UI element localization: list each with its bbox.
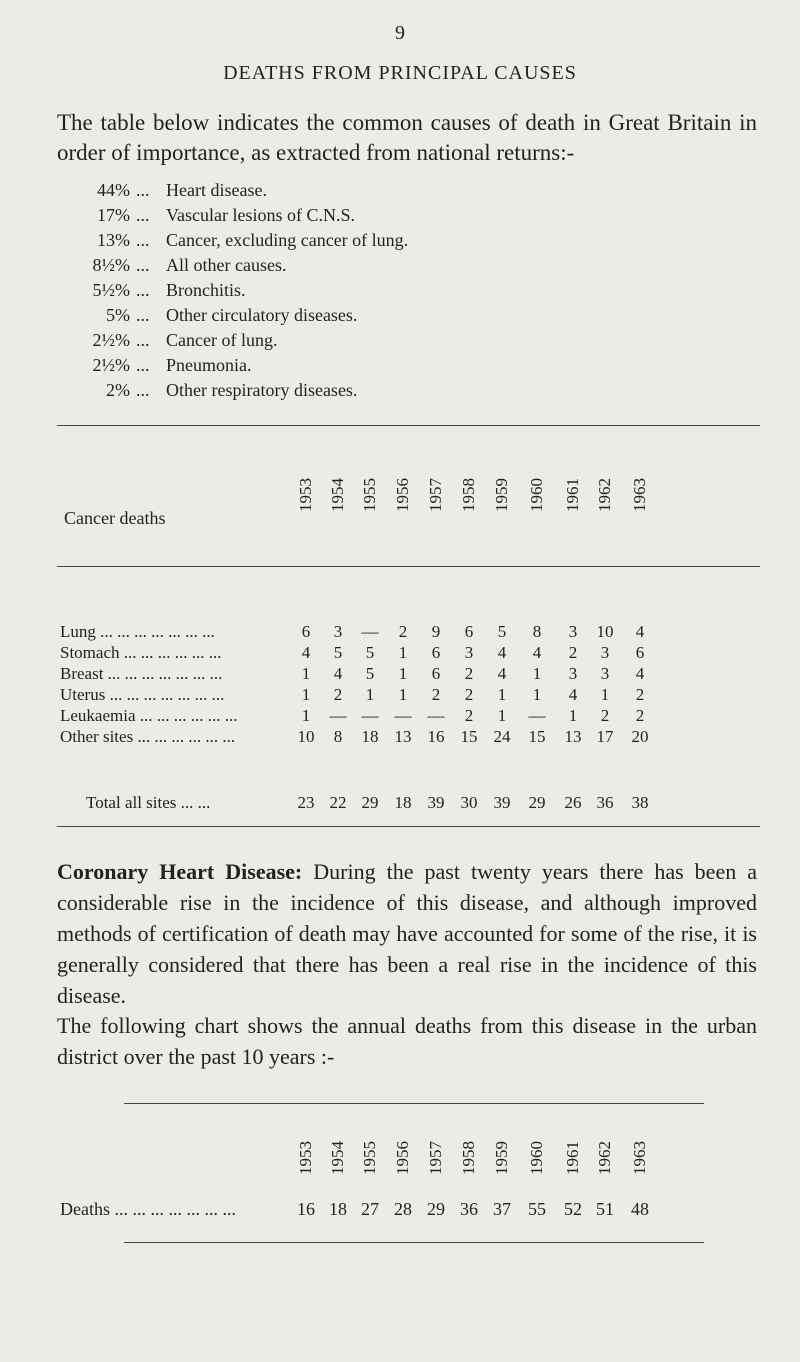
cause-dots: ... [136,230,150,250]
table-cell: 4 [301,643,311,662]
table-cell: 1 [497,706,507,725]
table-cell: 5 [365,664,375,683]
deaths-cell: 29 [427,1199,445,1219]
coronary-heading: Coronary Heart Disease: [57,859,303,884]
table-cell: 15 [528,727,546,746]
year-header: 1959 [492,478,511,512]
table-cell: 6 [301,622,311,641]
year-header: 1961 [563,1141,582,1175]
cause-dots: ... [136,280,150,300]
total-cell: 36 [596,793,614,812]
table-cell: 13 [564,727,582,746]
cancer-table-title: Cancer deaths [64,508,166,528]
cause-dots: ... [136,355,150,375]
table-cell: 2 [431,685,441,704]
year-header: 1954 [328,1141,347,1175]
total-cell: 23 [297,793,315,812]
table-cell: 2 [600,706,610,725]
deaths-cell: 18 [329,1199,347,1219]
table-cell: 1 [301,706,311,725]
cause-row [50,380,408,405]
table-cell: 3 [600,664,610,683]
row-label: Breast ... ... ... ... ... ... ... [60,664,223,683]
year-header: 1953 [296,478,315,512]
year-header: 1963 [630,1141,649,1175]
table-cell: 2 [635,706,645,725]
table-top-rule [57,425,760,426]
table-cell: 4 [568,685,578,704]
deaths-cell: 51 [596,1199,614,1219]
row-label: Stomach ... ... ... ... ... ... [60,643,222,662]
table-cell: 2 [464,685,474,704]
total-cell: 29 [528,793,546,812]
table-cell: 13 [394,727,412,746]
deaths-cell: 16 [297,1199,315,1219]
cause-row [50,305,408,330]
cause-percent: 44% [97,180,130,200]
table-cell: 6 [431,664,441,683]
total-cell: 38 [631,793,649,812]
year-header: 1962 [595,478,614,512]
deaths-cell: 48 [631,1199,649,1219]
total-cell: 26 [564,793,582,812]
table-cell: — [427,706,445,725]
table-cell: 1 [365,685,375,704]
cause-row [50,205,408,230]
year-header: 1962 [595,1141,614,1175]
row-label: Uterus ... ... ... ... ... ... ... [60,685,225,704]
deaths-cell: 37 [493,1199,511,1219]
table-cell: 10 [596,622,614,641]
year-header: 1958 [459,1141,478,1175]
table-cell: 8 [532,622,542,641]
cause-percent: 17% [97,205,130,225]
table-cell: 1 [497,685,507,704]
table-cell: — [528,706,546,725]
table-cell: 3 [568,622,578,641]
deaths-cell: 55 [528,1199,546,1219]
cause-label: Bronchitis. [166,280,246,300]
table-cell: 4 [635,664,645,683]
table-bottom-rule [57,826,760,827]
table-cell: 8 [333,727,343,746]
table-cell: 2 [635,685,645,704]
cause-percent: 2½% [92,355,130,375]
year-header: 1953 [296,1141,315,1175]
total-cell: 39 [427,793,445,812]
chart-intro: The following chart shows the annual deaths from this disease in the urban district over the past 10 years :- [57,1013,757,1069]
table-cell: — [394,706,412,725]
cause-percent: 8½% [92,255,130,275]
table-cell: 3 [568,664,578,683]
table-cell: 1 [301,685,311,704]
table-cell: 5 [365,643,375,662]
deaths-label: Deaths ... ... ... ... ... ... ... [60,1199,236,1219]
table-cell: — [361,706,379,725]
causes-list [50,180,408,405]
cause-dots: ... [136,380,150,400]
cause-percent: 13% [97,230,130,250]
table-cell: — [329,706,347,725]
row-label: Other sites ... ... ... ... ... ... [60,727,236,746]
cause-label: Cancer of lung. [166,330,278,350]
total-cell: 30 [460,793,478,812]
cause-row [50,180,408,205]
year-header: 1957 [426,478,445,512]
year-header: 1954 [328,478,347,512]
table-cell: 2 [464,664,474,683]
cause-percent: 5½% [92,280,130,300]
table-cell: 4 [635,622,645,641]
page-heading: DEATHS FROM PRINCIPAL CAUSES [223,62,577,84]
table-cell: 1 [398,643,408,662]
table-cell: 3 [600,643,610,662]
table-cell: 4 [497,664,507,683]
cause-dots: ... [136,180,150,200]
year-header: 1958 [459,478,478,512]
cause-dots: ... [136,305,150,325]
deaths-bottom-rule [124,1242,704,1243]
table-cell: 1 [600,685,610,704]
cause-row [50,330,408,355]
cause-label: Other respiratory diseases. [166,380,358,400]
year-header: 1960 [527,1141,546,1175]
row-label: Lung ... ... ... ... ... ... ... [60,622,215,641]
cause-percent: 2½% [92,330,130,350]
year-header: 1956 [393,478,412,512]
cause-row [50,355,408,380]
table-cell: 5 [333,643,343,662]
cause-label: Heart disease. [166,180,267,200]
cause-dots: ... [136,205,150,225]
cause-dots: ... [136,330,150,350]
cause-label: Pneumonia. [166,355,252,375]
table-cell: 1 [398,664,408,683]
deaths-cell: 36 [460,1199,478,1219]
total-cell: 29 [361,793,379,812]
year-header: 1963 [630,478,649,512]
header-rule [57,566,760,567]
table-cell: 4 [333,664,343,683]
intro-paragraph: The table below indicates the common causes of death in Great Britain in order of importance, as extracted from national returns:- [57,110,757,165]
table-cell: 4 [532,643,542,662]
deaths-cell: 28 [394,1199,412,1219]
cause-label: Vascular lesions of C.N.S. [166,205,355,225]
year-header: 1961 [563,478,582,512]
total-cell: 39 [493,793,511,812]
table-cell: 6 [635,643,645,662]
cause-label: Cancer, excluding cancer of lung. [166,230,409,250]
table-cell: 1 [301,664,311,683]
cause-percent: 5% [106,305,130,325]
table-cell: — [361,622,379,641]
table-cell: 17 [596,727,614,746]
table-cell: 1 [532,664,542,683]
table-cell: 2 [333,685,343,704]
year-header: 1955 [360,1141,379,1175]
table-cell: 15 [460,727,478,746]
table-cell: 2 [464,706,474,725]
row-label: Leukaemia ... ... ... ... ... ... [60,706,238,725]
year-header: 1960 [527,478,546,512]
coronary-paragraph [57,856,757,1011]
table-cell: 6 [464,622,474,641]
table-cell: 3 [464,643,474,662]
cause-label: Other circulatory diseases. [166,305,358,325]
cause-row [50,230,408,255]
table-cell: 2 [398,622,408,641]
table-cell: 1 [532,685,542,704]
table-cell: 1 [398,685,408,704]
cause-dots: ... [136,255,150,275]
table-cell: 4 [497,643,507,662]
year-header: 1956 [393,1141,412,1175]
cause-label: All other causes. [166,255,287,275]
year-header: 1955 [360,478,379,512]
year-header: 1957 [426,1141,445,1175]
total-cell: 18 [394,793,412,812]
deaths-cell: 27 [361,1199,379,1219]
coronary-text: During the past twenty years there has been a considerable rise in the incidence of this disease, and although improved methods of certification of death may have accounted for some of the rise, it is generally considered that there has been a real rise in the incidence of this disease. [57,859,757,1008]
deaths-cell: 52 [564,1199,582,1219]
year-header: 1959 [492,1141,511,1175]
total-label: Total all sites ... ... [86,793,211,812]
cause-row [50,255,408,280]
table-cell: 6 [431,643,441,662]
page-number: 9 [395,22,405,44]
table-cell: 5 [497,622,507,641]
table-cell: 20 [631,727,649,746]
table-cell: 2 [568,643,578,662]
table-cell: 24 [493,727,511,746]
deaths-top-rule [124,1103,704,1104]
table-cell: 18 [361,727,379,746]
table-cell: 10 [297,727,315,746]
table-cell: 1 [568,706,578,725]
cause-row [50,280,408,305]
total-cell: 22 [329,793,347,812]
table-cell: 16 [427,727,445,746]
table-cell: 3 [333,622,343,641]
cause-percent: 2% [106,380,130,400]
table-cell: 9 [431,622,441,641]
